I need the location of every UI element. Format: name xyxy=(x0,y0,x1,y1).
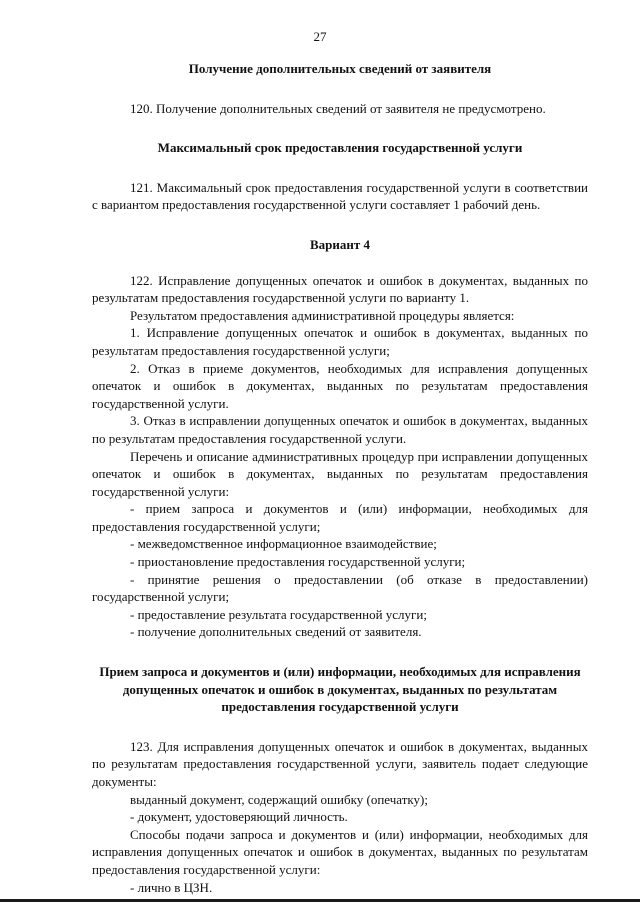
paragraph-120: 120. Получение дополнительных сведений от заявителя не предусмотрено. xyxy=(130,100,546,116)
procedure-item: - получение дополнительных сведений от заявителя. xyxy=(130,624,422,640)
page-number: 27 xyxy=(313,29,327,44)
procedure-item: - межведомственное информационное взаимодействие; xyxy=(130,536,437,552)
procedure-item: - прием запроса и документов и (или) информации, необходимых для предоставления государственной услуги; xyxy=(92,501,588,534)
paragraph-result-2: 2. Отказ в приеме документов, необходимых для исправления допущенных опечаток и ошибок в документах, выданных по результатам предоставления государственной услуги. xyxy=(92,360,588,411)
paragraph-procedures-intro: Перечень и описание административных процедур при исправлении допущенных опечаток и ошибок в документах, выданных по результатам предоставления государственной услуги: xyxy=(92,448,588,499)
heading-request-documents: Прием запроса и документов и (или) информации, необходимых для исправления допущенных опечаток и ошибок в документах, выданных по результатам предоставления государственной услуги xyxy=(99,664,581,715)
paragraph-121: 121. Максимальный срок предоставления государственной услуги в соответствии с вариантом предоставления государственной услуги составляет 1 рабочий день. xyxy=(92,179,588,213)
heading-max-term: Максимальный срок предоставления государственной услуги xyxy=(157,140,523,156)
procedure-item: - приостановление предоставления государственной услуги; xyxy=(130,554,466,570)
document-body xyxy=(92,58,588,896)
procedure-item: - принятие решения о предоставлении (об отказе в предоставлении) государственной услуги; xyxy=(92,571,588,605)
heading-additional-info: Получение дополнительных сведений от заявителя xyxy=(188,61,492,76)
paragraph-result-3: 3. Отказ в исправлении допущенных опечаток и ошибок в документах, выданных по результатам предоставления государственной услуги. xyxy=(92,413,588,446)
submission-method-item: - лично в ЦЗН. xyxy=(130,879,213,895)
document-list-item: выданный документ, содержащий ошибку (опечатку); xyxy=(130,791,428,807)
paragraph-result-intro: Результатом предоставления административной процедуры является: xyxy=(130,307,515,323)
paragraph-123: 123. Для исправления допущенных опечаток и ошибок в документах, выданных по результатам предоставления государственной услуги, заявитель подает следующие документы: xyxy=(92,738,588,789)
paragraph-122: 122. Исправление допущенных опечаток и ошибок в документах, выданных по результатам предоставления государственной услуги по варианту 1. xyxy=(92,272,588,306)
document-list-item: - документ, удостоверяющий личность. xyxy=(130,809,348,825)
bottom-scan-edge xyxy=(0,899,640,902)
paragraph-result-1: 1. Исправление допущенных опечаток и ошибок в документах, выданных по результатам предоставления государственной услуги; xyxy=(92,325,588,358)
procedure-item: - предоставление результата государственной услуги; xyxy=(130,606,427,622)
paragraph-submission-methods: Способы подачи запроса и документов и (или) информации, необходимых для исправления допущенных опечаток и ошибок в документах, выданных по результатам предоставления государственной услуги: xyxy=(92,826,588,877)
heading-variant-4: Вариант 4 xyxy=(309,236,371,252)
